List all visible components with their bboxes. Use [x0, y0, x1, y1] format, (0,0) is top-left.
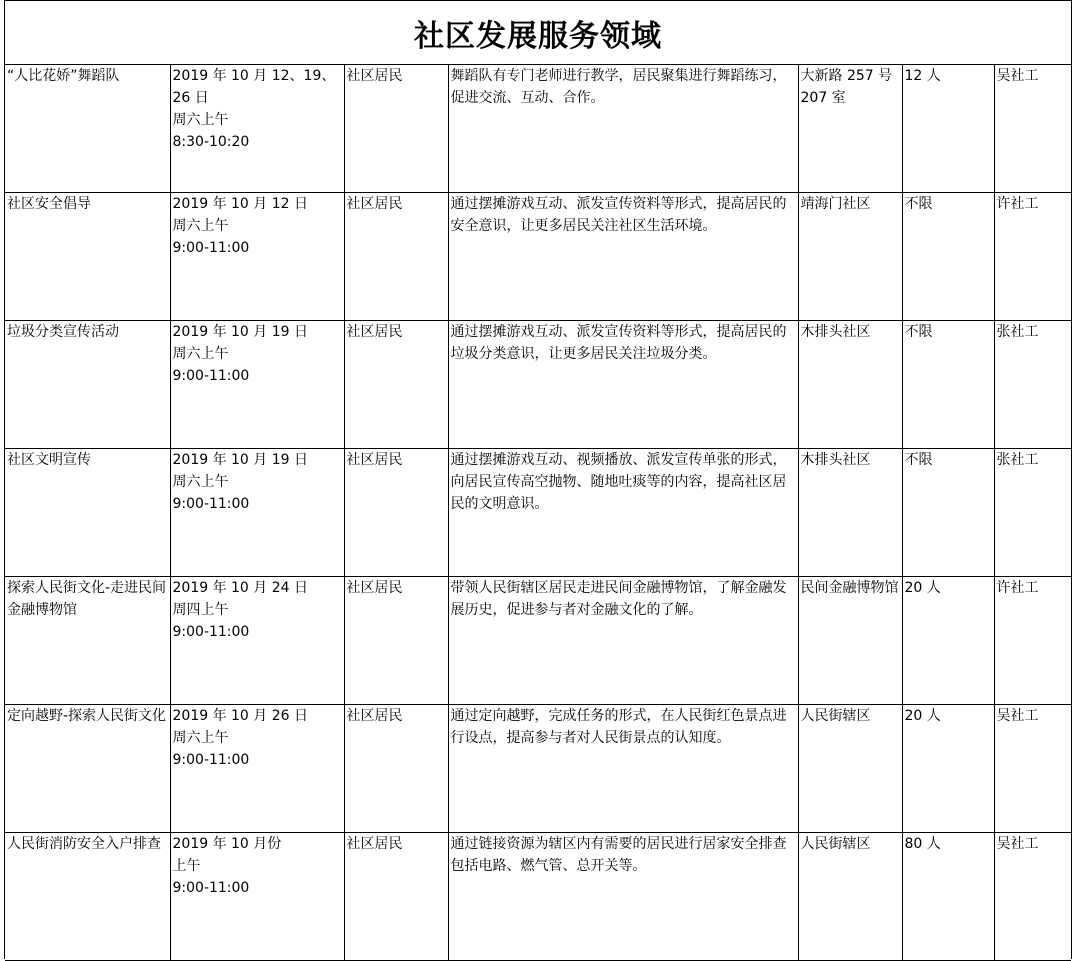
time-line: 2019 年 10 月 12 日 [172, 195, 309, 212]
page-title: 社区发展服务领域 [5, 1, 1071, 65]
cell-count: 不限 [902, 192, 994, 320]
time-line: 2019 年 10 月 12、19、26 日 [172, 68, 336, 106]
table-row [5, 65, 1071, 192]
cell-name: 垃圾分类宣传活动 [5, 320, 170, 448]
time-line: 2019 年 10 月份 [172, 835, 282, 852]
cell-count: 20 人 [902, 576, 994, 704]
cell-content: 带领人民街辖区居民走进民间金融博物馆，了解金融发展历史，促进参与者对金融文化的了解。 [448, 576, 798, 704]
cell-target: 社区居民 [344, 192, 448, 320]
cell-target: 社区居民 [344, 576, 448, 704]
cell-time [170, 320, 344, 448]
cell-name: 探索人民街文化-走进民间金融博物馆 [5, 576, 170, 704]
time-line: 2019 年 10 月 26 日 [172, 707, 309, 724]
cell-name: 社区文明宣传 [5, 448, 170, 576]
cell-name: 人民街消防安全入户排查 [5, 832, 170, 960]
cell-staff: 吴社工 [994, 704, 1071, 832]
time-line: 9:00-11:00 [172, 751, 250, 768]
cell-staff: 吴社工 [994, 65, 1071, 192]
service-sheet [4, 0, 1072, 959]
cell-name: “人比花娇”舞蹈队 [5, 65, 170, 192]
cell-name: 社区安全倡导 [5, 192, 170, 320]
cell-location: 靖海门社区 [798, 192, 902, 320]
cell-location: 民间金融博物馆 [798, 576, 902, 704]
cell-location: 木排头社区 [798, 320, 902, 448]
cell-staff: 吴社工 [994, 832, 1071, 960]
cell-target: 社区居民 [344, 704, 448, 832]
time-line: 周四上午 [172, 601, 229, 618]
cell-content: 通过摆摊游戏互动、派发宣传资料等形式，提高居民的安全意识，让更多居民关注社区生活环境。 [448, 192, 798, 320]
cell-content: 通过链接资源为辖区内有需要的居民进行居家安全排查包括电路、燃气管、总开关等。 [448, 832, 798, 960]
time-line: 8:30-10:20 [172, 134, 250, 150]
time-line: 9:00-11:00 [172, 239, 250, 256]
time-line: 9:00-11:00 [172, 623, 250, 640]
cell-count: 80 人 [902, 832, 994, 960]
cell-staff: 张社工 [994, 320, 1071, 448]
cell-content: 舞蹈队有专门老师进行教学，居民聚集进行舞蹈练习，促进交流、互动、合作。 [448, 65, 798, 192]
cell-time [170, 576, 344, 704]
table-row [5, 448, 1071, 576]
time-line: 周六上午 [172, 345, 229, 362]
cell-time [170, 704, 344, 832]
time-line: 9:00-11:00 [172, 495, 250, 512]
cell-count: 12 人 [902, 65, 994, 192]
time-line: 9:00-11:00 [172, 367, 250, 384]
cell-target: 社区居民 [344, 448, 448, 576]
table-row [5, 576, 1071, 704]
cell-count: 20 人 [902, 704, 994, 832]
cell-staff: 许社工 [994, 192, 1071, 320]
table-row [5, 320, 1071, 448]
cell-content: 通过摆摊游戏互动、派发宣传资料等形式，提高居民的垃圾分类意识，让更多居民关注垃圾分类。 [448, 320, 798, 448]
cell-time [170, 832, 344, 960]
cell-target: 社区居民 [344, 320, 448, 448]
cell-location: 大新路 257 号 207 室 [798, 65, 902, 192]
time-line: 周六上午 [172, 112, 229, 128]
cell-name: 定向越野-探索人民街文化 [5, 704, 170, 832]
time-line: 2019 年 10 月 19 日 [172, 451, 309, 468]
activity-table [5, 65, 1071, 961]
cell-staff: 张社工 [994, 448, 1071, 576]
cell-staff: 许社工 [994, 576, 1071, 704]
cell-time [170, 65, 344, 192]
time-line: 2019 年 10 月 24 日 [172, 579, 309, 596]
time-line: 9:00-11:00 [172, 879, 250, 896]
cell-content: 通过摆摊游戏互动、视频播放、派发宣传单张的形式，向居民宣传高空抛物、随地吐痰等的内容，提高社区居民的文明意识。 [448, 448, 798, 576]
cell-target: 社区居民 [344, 832, 448, 960]
cell-time [170, 192, 344, 320]
cell-location: 木排头社区 [798, 448, 902, 576]
table-row [5, 192, 1071, 320]
cell-location: 人民街辖区 [798, 704, 902, 832]
cell-count: 不限 [902, 320, 994, 448]
time-line: 周六上午 [172, 473, 229, 490]
time-line: 周六上午 [172, 217, 229, 234]
cell-location: 人民街辖区 [798, 832, 902, 960]
cell-count: 不限 [902, 448, 994, 576]
time-line: 上午 [172, 857, 201, 874]
time-line: 周六上午 [172, 729, 229, 746]
time-line: 2019 年 10 月 19 日 [172, 323, 309, 340]
cell-content: 通过定向越野，完成任务的形式，在人民街红色景点进行设点，提高参与者对人民街景点的认知度。 [448, 704, 798, 832]
table-row [5, 832, 1071, 960]
table-row [5, 704, 1071, 832]
cell-target: 社区居民 [344, 65, 448, 192]
cell-time [170, 448, 344, 576]
